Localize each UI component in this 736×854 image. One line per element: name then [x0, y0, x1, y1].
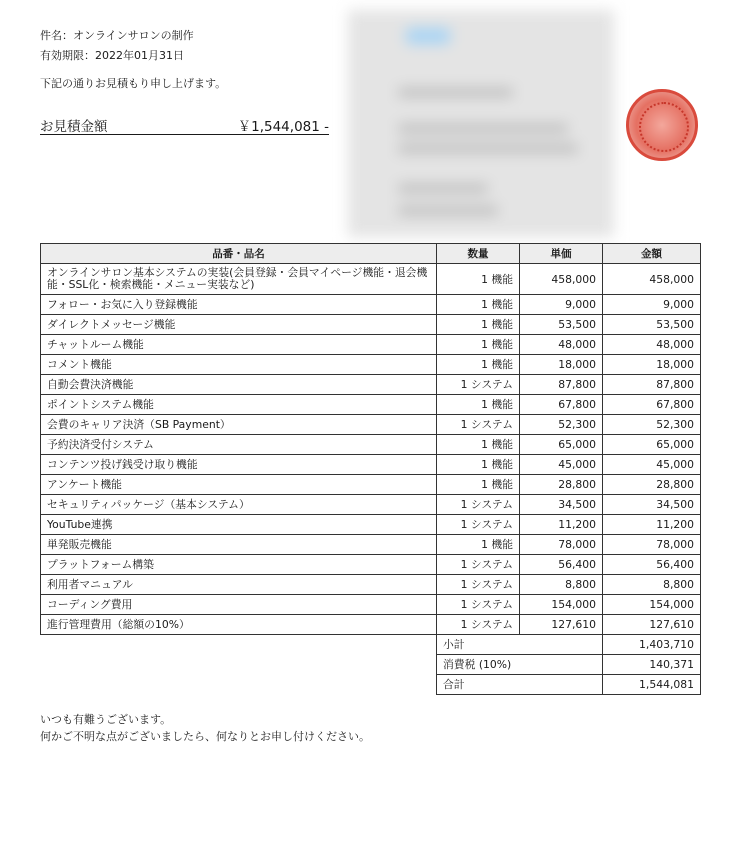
item-name-cell: 進行管理費用（総額の10%）	[41, 615, 437, 635]
item-name-cell: アンケート機能	[41, 475, 437, 495]
unit-price-cell: 154,000	[520, 595, 603, 615]
amount-cell: 18,000	[603, 355, 701, 375]
quantity-cell: 1 システム	[437, 555, 520, 575]
quantity-cell: 1 機能	[437, 535, 520, 555]
amount-cell: 65,000	[603, 435, 701, 455]
item-name-cell: 予約決済受付システム	[41, 435, 437, 455]
item-name-cell: ダイレクトメッセージ機能	[41, 315, 437, 335]
quantity-cell: 1 機能	[437, 455, 520, 475]
item-name-cell: プラットフォーム構築	[41, 555, 437, 575]
amount-cell: 458,000	[603, 264, 701, 295]
quantity-cell: 1 システム	[437, 375, 520, 395]
unit-price-cell: 87,800	[520, 375, 603, 395]
unit-price-cell: 45,000	[520, 455, 603, 475]
table-row	[41, 595, 701, 615]
validity-date: 有効期限：2022年01月31日	[40, 49, 184, 62]
unit-price-cell: 56,400	[520, 555, 603, 575]
summary-label: 小計	[437, 635, 603, 655]
unit-price-cell: 52,300	[520, 415, 603, 435]
item-name-cell: コメント機能	[41, 355, 437, 375]
unit-price-cell: 11,200	[520, 515, 603, 535]
estimate-total-label: お見積金額	[40, 119, 108, 135]
estimate-total	[40, 112, 329, 135]
table-row	[41, 395, 701, 415]
unit-price-cell: 53,500	[520, 315, 603, 335]
table-header-row	[41, 244, 701, 264]
closing-line-1: いつも有難うございます。	[40, 713, 172, 726]
table-row	[41, 435, 701, 455]
summary-label: 消費税 (10%)	[437, 655, 603, 675]
item-name-cell: オンラインサロン基本システムの実装(会員登録・会員マイページ機能・退会機能・SSL化・検索機能・メニュー実装など)	[41, 264, 437, 295]
unit-price-cell: 34,500	[520, 495, 603, 515]
quantity-cell: 1 機能	[437, 475, 520, 495]
amount-cell: 9,000	[603, 295, 701, 315]
unit-price-cell: 9,000	[520, 295, 603, 315]
amount-cell: 8,800	[603, 575, 701, 595]
quantity-cell: 1 システム	[437, 495, 520, 515]
unit-price-cell: 18,000	[520, 355, 603, 375]
item-name-cell: セキュリティパッケージ（基本システム）	[41, 495, 437, 515]
item-name-cell: フォロー・お気に入り登録機能	[41, 295, 437, 315]
amount-cell: 67,800	[603, 395, 701, 415]
estimate-table	[40, 243, 701, 695]
item-name-cell: コンテンツ投げ銭受け取り機能	[41, 455, 437, 475]
summary-spacer	[41, 635, 437, 655]
quantity-cell: 1 機能	[437, 264, 520, 295]
unit-price-cell: 458,000	[520, 264, 603, 295]
item-name-cell: 自動会費決済機能	[41, 375, 437, 395]
quantity-cell: 1 機能	[437, 315, 520, 335]
amount-cell: 11,200	[603, 515, 701, 535]
item-name-cell: ポイントシステム機能	[41, 395, 437, 415]
amount-cell: 53,500	[603, 315, 701, 335]
quantity-cell: 1 システム	[437, 415, 520, 435]
amount-cell: 45,000	[603, 455, 701, 475]
quantity-cell: 1 機能	[437, 355, 520, 375]
table-row	[41, 375, 701, 395]
unit-price-cell: 65,000	[520, 435, 603, 455]
summary-spacer	[41, 675, 437, 695]
amount-cell: 154,000	[603, 595, 701, 615]
header-item-name: 品番・品名	[41, 244, 437, 264]
quantity-cell: 1 システム	[437, 515, 520, 535]
item-name-cell: コーディング費用	[41, 595, 437, 615]
summary-row	[41, 675, 701, 695]
header-amount: 金額	[603, 244, 701, 264]
intro-text: 下記の通りお見積もり申し上げます。	[40, 77, 227, 90]
item-name-cell: 単発販売機能	[41, 535, 437, 555]
unit-price-cell: 127,610	[520, 615, 603, 635]
summary-row	[41, 635, 701, 655]
header-unit-price: 単価	[520, 244, 603, 264]
summary-label: 合計	[437, 675, 603, 695]
summary-value: 1,544,081	[603, 675, 701, 695]
table-row	[41, 264, 701, 295]
table-row	[41, 315, 701, 335]
table-row	[41, 455, 701, 475]
subject-line: 件名：オンラインサロンの制作	[40, 29, 194, 42]
company-seal-stamp	[626, 89, 698, 161]
summary-spacer	[41, 655, 437, 675]
item-name-cell: チャットルーム機能	[41, 335, 437, 355]
summary-row	[41, 655, 701, 675]
quantity-cell: 1 システム	[437, 615, 520, 635]
unit-price-cell: 8,800	[520, 575, 603, 595]
unit-price-cell: 28,800	[520, 475, 603, 495]
table-row	[41, 495, 701, 515]
quantity-cell: 1 システム	[437, 595, 520, 615]
amount-cell: 28,800	[603, 475, 701, 495]
quantity-cell: 1 機能	[437, 335, 520, 355]
unit-price-cell: 48,000	[520, 335, 603, 355]
item-name-cell: 利用者マニュアル	[41, 575, 437, 595]
closing-line-2: 何かご不明な点がございましたら、何なりとお申し付けください。	[40, 730, 370, 743]
amount-cell: 52,300	[603, 415, 701, 435]
table-row	[41, 355, 701, 375]
quantity-cell: 1 機能	[437, 295, 520, 315]
summary-value: 1,403,710	[603, 635, 701, 655]
table-row	[41, 475, 701, 495]
redacted-company-info	[348, 10, 614, 237]
estimate-total-value: ￥1,544,081 -	[237, 119, 329, 135]
amount-cell: 48,000	[603, 335, 701, 355]
amount-cell: 78,000	[603, 535, 701, 555]
seal-inner-ring	[639, 102, 689, 152]
quantity-cell: 1 機能	[437, 395, 520, 415]
amount-cell: 56,400	[603, 555, 701, 575]
unit-price-cell: 78,000	[520, 535, 603, 555]
table-row	[41, 335, 701, 355]
closing-message	[40, 711, 370, 745]
amount-cell: 127,610	[603, 615, 701, 635]
table-row	[41, 575, 701, 595]
table-row	[41, 555, 701, 575]
table-row	[41, 295, 701, 315]
table-row	[41, 615, 701, 635]
item-name-cell: YouTube連携	[41, 515, 437, 535]
quantity-cell: 1 システム	[437, 575, 520, 595]
amount-cell: 87,800	[603, 375, 701, 395]
unit-price-cell: 67,800	[520, 395, 603, 415]
amount-cell: 34,500	[603, 495, 701, 515]
header-quantity: 数量	[437, 244, 520, 264]
table-row	[41, 535, 701, 555]
table-row	[41, 415, 701, 435]
summary-value: 140,371	[603, 655, 701, 675]
table-row	[41, 515, 701, 535]
item-name-cell: 会費のキャリア決済（SB Payment）	[41, 415, 437, 435]
quantity-cell: 1 機能	[437, 435, 520, 455]
